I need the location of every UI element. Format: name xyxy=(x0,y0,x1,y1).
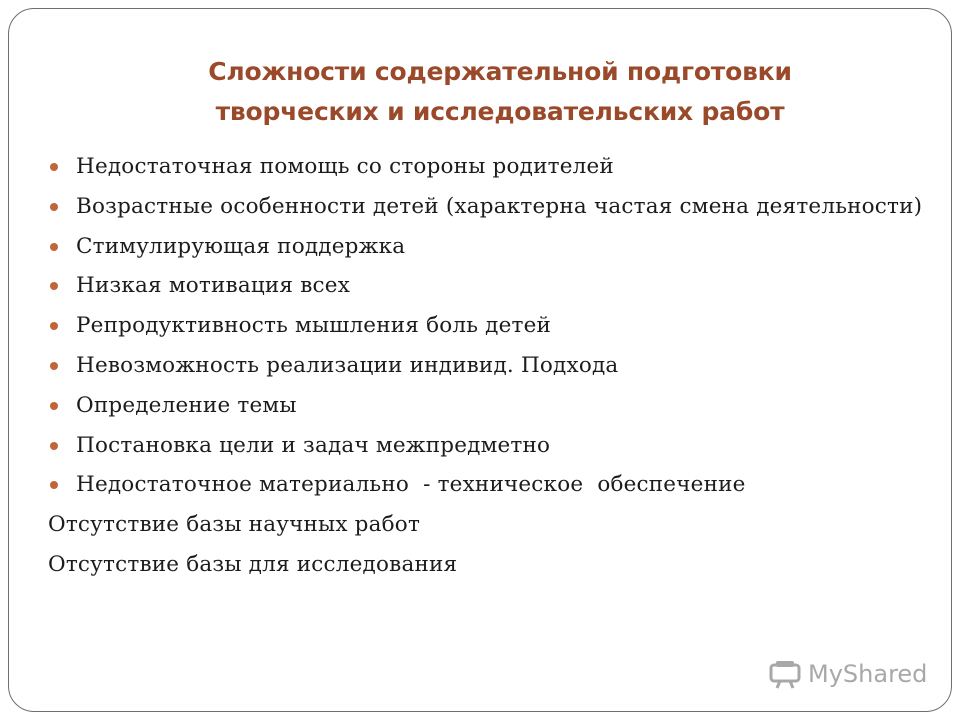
list-item-text: Недостаточное материально - техническое обеспечение xyxy=(76,472,746,498)
list-item xyxy=(48,431,928,461)
plain-line xyxy=(48,550,928,580)
list-item-text: Стимулирующая поддержка xyxy=(76,233,406,259)
watermark-text: MyShared xyxy=(808,660,928,688)
list-item xyxy=(48,152,928,182)
plain-line-text: Отсутствие базы для исследования xyxy=(48,551,458,577)
bullet-list xyxy=(48,152,928,590)
list-item-text: Возрастные особенности детей (характерна частая смена деятельности) xyxy=(76,193,923,219)
list-item xyxy=(48,391,928,421)
list-item-text: Определение темы xyxy=(76,392,297,418)
bullet-icon xyxy=(50,163,58,171)
mysshared-logo-icon xyxy=(768,659,804,689)
plain-line-text: Отсутствие базы научных работ xyxy=(48,512,421,538)
watermark xyxy=(768,656,927,692)
list-item-text: Репродуктивность мышления боль детей xyxy=(76,313,552,339)
bullet-icon xyxy=(50,282,58,290)
list-item xyxy=(48,271,928,301)
list-item xyxy=(48,351,928,381)
list-item xyxy=(48,232,928,262)
list-item-text: Постановка цели и задач межпредметно xyxy=(76,432,551,458)
bullet-icon xyxy=(50,243,58,251)
bullet-icon xyxy=(50,442,58,450)
list-item-text: Низкая мотивация всех xyxy=(76,273,351,299)
bullet-icon xyxy=(50,203,58,211)
list-item xyxy=(48,470,928,500)
list-item-text: Недостаточная помощь со стороны родителей xyxy=(76,154,614,179)
slide-title xyxy=(0,52,960,132)
list-item xyxy=(48,192,928,222)
list-item-text: Невозможность реализации индивид. Подхода xyxy=(76,352,619,378)
title-line-2: творческих и исследовательских работ xyxy=(215,97,785,126)
title-line-1: Сложности содержательной подготовки xyxy=(208,57,792,86)
plain-line xyxy=(48,510,928,540)
bullet-icon xyxy=(50,362,58,370)
list-item xyxy=(48,311,928,341)
bullet-icon xyxy=(50,481,58,489)
bullet-icon xyxy=(50,402,58,410)
bullet-icon xyxy=(50,322,58,330)
